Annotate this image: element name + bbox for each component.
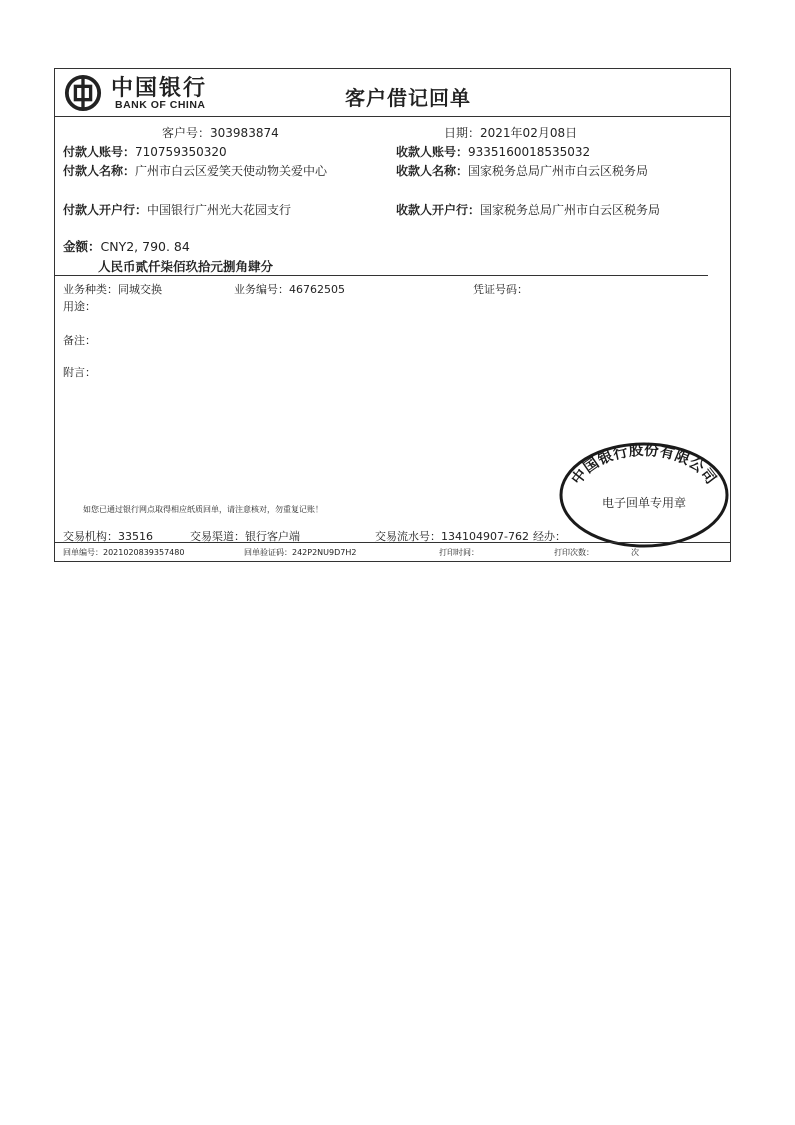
receipt-number-value: 2021020839357480 [103, 548, 185, 557]
amount-in-words: 人民币贰仟柒佰玖拾元捌角肆分 [98, 259, 274, 274]
payer-bank-label: 付款人开户行： [63, 203, 148, 217]
payer-name [63, 162, 327, 179]
customer-number-value: 303983874 [210, 126, 279, 140]
payee-name [396, 162, 648, 179]
transaction-org-label: 交易机构： [63, 530, 118, 543]
payee-bank-label: 收款人开户行： [396, 203, 481, 217]
payer-bank [63, 201, 291, 218]
payer-account-value: 710759350320 [135, 145, 227, 159]
payer-account-label: 付款人账号： [63, 145, 136, 159]
bank-logo-icon [64, 74, 102, 112]
print-count-label: 打印次数： [554, 548, 594, 557]
voucher-number-label: 凭证号码： [473, 283, 528, 296]
business-number-label: 业务编号： [234, 283, 289, 296]
date-value: 2021年02月08日 [480, 126, 578, 140]
payee-bank-value: 国家税务总局广州市白云区税务局 [480, 203, 661, 217]
transaction-serial-value: 134104907-762 [441, 530, 529, 543]
footer-divider [55, 542, 730, 543]
date-label: 日期： [444, 126, 481, 140]
duplicate-notice: 如您已通过银行网点取得相应纸质回单，请注意核对，勿重复记账！ [83, 505, 323, 514]
print-time-label: 打印时间： [439, 548, 479, 557]
verification-code [244, 547, 356, 558]
receipt-number [63, 547, 184, 558]
customer-number-label: 客户号： [162, 126, 211, 140]
transaction-org-value: 33516 [118, 530, 153, 543]
payee-name-label: 收款人名称： [396, 164, 469, 178]
purpose-label: 用途： [63, 300, 96, 313]
verification-code-label: 回单验证码： [244, 548, 292, 557]
business-type-label: 业务种类： [63, 283, 118, 296]
payee-bank [396, 201, 660, 218]
amount [63, 237, 190, 255]
receipt-number-label: 回单编号： [63, 548, 103, 557]
amount-divider [55, 275, 708, 276]
business-number-value: 46762505 [289, 283, 345, 296]
debit-receipt [54, 68, 731, 562]
transaction-serial-label: 交易流水号： [375, 530, 441, 543]
business-number [234, 281, 345, 297]
seal-bottom-text: 电子回单专用章 [601, 496, 687, 510]
transaction-handler-label: 经办： [533, 530, 566, 543]
business-type-value: 同城交换 [118, 283, 162, 296]
receipt-date [444, 124, 577, 141]
amount-label: 金额： [63, 239, 101, 254]
header-divider [55, 116, 730, 117]
business-type [63, 281, 162, 297]
transaction-channel-label: 交易渠道： [190, 530, 245, 543]
payee-account [396, 143, 590, 160]
bank-name-en: BANK OF CHINA [115, 99, 206, 111]
amount-value: CNY2, 790. 84 [100, 239, 190, 254]
payer-account [63, 143, 227, 160]
print-count-unit: 次 [631, 548, 639, 557]
svg-text:中国银行股份有限公司 [568, 441, 720, 488]
payer-bank-value: 中国银行广州光大花园支行 [147, 203, 292, 217]
customer-number [162, 124, 279, 141]
verification-code-value: 242P2NU9D7H2 [292, 548, 357, 557]
payer-name-value: 广州市白云区爱笑天使动物关爱中心 [135, 164, 328, 178]
message-label: 附言： [63, 366, 96, 379]
transaction-channel-value: 银行客户端 [245, 530, 300, 543]
payee-name-value: 国家税务总局广州市白云区税务局 [468, 164, 649, 178]
remark-label: 备注： [63, 334, 96, 347]
seal-top-text: 中国银行股份有限公司 [569, 442, 719, 488]
bank-name-cn: 中国银行 [111, 75, 208, 101]
voucher-number [473, 281, 528, 297]
payee-account-label: 收款人账号： [396, 145, 469, 159]
receipt-title: 客户借记回单 [345, 86, 471, 110]
payee-account-value: 9335160018535032 [468, 145, 591, 159]
electronic-receipt-seal [558, 441, 730, 549]
payer-name-label: 付款人名称： [63, 164, 136, 178]
